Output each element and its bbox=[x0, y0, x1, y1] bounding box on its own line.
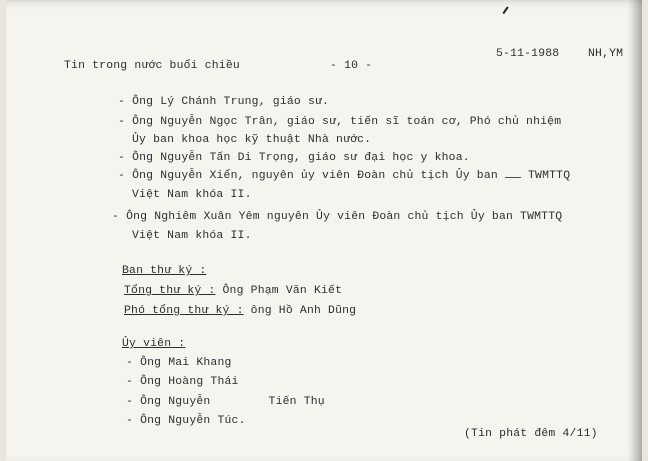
member-2-line1: - Ông Nguyễn Ngọc Trân, giáo sư, tiến sĩ toán cơ, Phó chủ nhiệm bbox=[118, 116, 562, 128]
committee-item-1: - Ông Mai Khang bbox=[126, 357, 232, 369]
member-4-line2: Việt Nam khóa II. bbox=[132, 189, 252, 201]
pen-mark bbox=[502, 6, 513, 17]
header-date: 5-11-1988 bbox=[496, 48, 560, 60]
document-page bbox=[6, 0, 642, 461]
page-number: - 10 - bbox=[330, 60, 373, 72]
deputy-secretary-label: Phó tổng thư ký : bbox=[124, 305, 244, 317]
committee-item-2: - Ông Hoàng Thái bbox=[126, 376, 239, 388]
member-1: - Ông Lý Chánh Trung, giáo sư. bbox=[118, 96, 330, 108]
general-secretary-label: Tổng thư ký : bbox=[124, 285, 216, 297]
committee-item-3-suffix: Tiến Thụ bbox=[268, 396, 325, 408]
member-4-line1 bbox=[118, 170, 570, 182]
member-5-line1: - Ông Nghiêm Xuân Yêm nguyên Ủy viên Đoàn chủ tịch Ủy ban TWMTTQ bbox=[112, 211, 563, 223]
general-secretary bbox=[124, 285, 342, 297]
deputy-secretary-value: ông Hồ Anh Dũng bbox=[250, 305, 357, 317]
gap-mark bbox=[505, 177, 521, 178]
committee-item-3-text: - Ông Nguyễn bbox=[126, 396, 211, 408]
committee-item-3 bbox=[126, 396, 325, 408]
member-2-line2: Ủy ban khoa học kỹ thuật Nhà nước. bbox=[132, 134, 372, 146]
deputy-secretary bbox=[124, 305, 356, 317]
member-4-text: - Ông Nguyễn Xiển, nguyên ủy viên Đoàn chủ tịch Ủy ban bbox=[118, 170, 498, 182]
member-5-line2: Việt Nam khóa II. bbox=[132, 230, 252, 242]
member-4-end: TWMTTQ bbox=[528, 170, 571, 182]
page-edge-shadow bbox=[628, 0, 642, 461]
secretariat-heading: Ban thư ký : bbox=[122, 265, 207, 277]
header-title: Tin trong nước buổi chiều bbox=[64, 60, 240, 72]
committee-heading: Ủy viên : bbox=[122, 338, 186, 350]
member-3: - Ông Nguyễn Tấn Di Trọng, giáo sư đại học y khoa. bbox=[118, 152, 470, 164]
committee-item-4: - Ông Nguyễn Túc. bbox=[126, 415, 246, 427]
general-secretary-value: Ông Phạm Văn Kiết bbox=[222, 285, 343, 297]
header-code: NH,YM bbox=[588, 48, 624, 60]
footer-note: (Tin phát đêm 4/11) bbox=[464, 428, 598, 440]
